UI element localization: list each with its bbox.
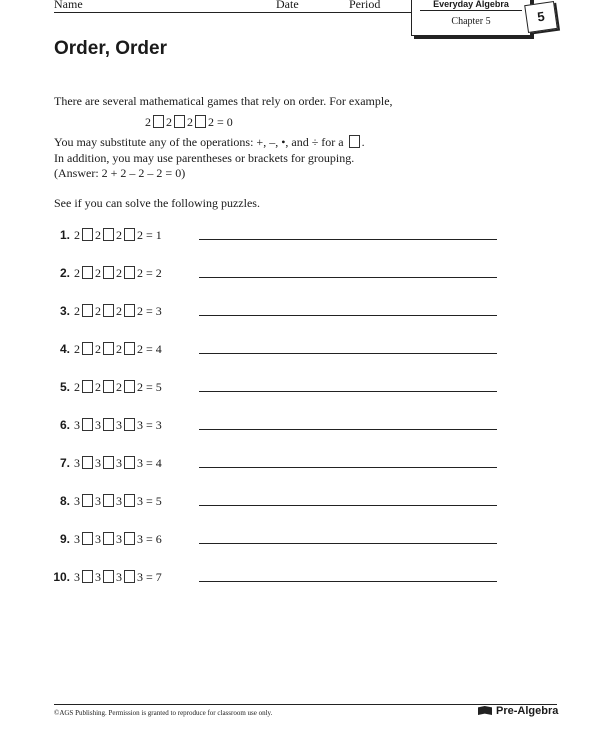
blank-box [103,380,114,393]
chapter-label: Chapter 5 [451,16,491,27]
blank-box [124,494,135,507]
answer-line[interactable] [199,315,497,316]
problem-item [44,380,162,395]
digit: 3 [74,418,80,432]
blank-box [103,304,114,317]
problem-item [44,342,162,357]
example-digit: 2 [145,115,151,129]
problem-number: 6. [59,418,70,432]
problem-item [44,532,162,547]
digit: 2 [95,342,101,356]
digit: 3 [116,456,122,470]
answer-line[interactable] [199,429,497,430]
blank-box [349,135,360,148]
blank-box [82,532,93,545]
answer-line[interactable] [199,543,497,544]
digit: 2 [116,380,122,394]
digit: 3 [116,532,122,546]
example-digit: 2 [187,115,193,129]
blank-box [82,228,93,241]
digit: 2 [74,304,80,318]
answer-line[interactable] [199,277,497,278]
digit: 3 [116,418,122,432]
digit: 2 [74,380,80,394]
answer-line[interactable] [199,353,497,354]
blank-box [82,266,93,279]
digit: 3 [74,494,80,508]
digit: 3 [116,494,122,508]
name-label: Name [54,0,83,11]
problem-number: 4. [59,342,70,356]
blank-box [82,570,93,583]
blank-box [82,342,93,355]
date-label: Date [276,0,299,11]
instructions-line-1 [54,135,365,150]
header-rule [54,12,412,13]
digit: 2 [95,228,101,242]
blank-box [103,532,114,545]
result: 2 = 3 [137,304,162,318]
problem-number: 2. [59,266,70,280]
digit: 2 [95,380,101,394]
instructions-period: . [361,135,365,149]
book-icon [478,706,492,715]
blank-box [124,532,135,545]
answer-line[interactable] [199,581,497,582]
blank-box [124,304,135,317]
result: 3 = 3 [137,418,162,432]
problem-number: 10. [53,570,70,584]
blank-box [195,115,206,128]
result: 2 = 1 [137,228,162,242]
blank-box [153,115,164,128]
blank-box [82,456,93,469]
problem-item [44,456,162,471]
answer-line[interactable] [199,391,497,392]
brand-name: Pre-Algebra [496,705,559,717]
digit: 3 [95,570,101,584]
result: 3 = 4 [137,456,162,470]
digit: 2 [116,228,122,242]
digit: 2 [116,304,122,318]
result: 2 = 4 [137,342,162,356]
brand-logo [478,705,558,717]
digit: 2 [74,266,80,280]
digit: 3 [95,418,101,432]
digit: 3 [95,494,101,508]
blank-box [124,342,135,355]
blank-box [124,266,135,279]
page-title: Order, Order [54,38,167,59]
worksheet-number-badge: 5 [524,1,558,33]
blank-box [82,494,93,507]
example-digit: 2 [166,115,172,129]
result: 3 = 5 [137,494,162,508]
result: 3 = 6 [137,532,162,546]
problem-item [44,266,162,281]
example-equation [145,115,233,130]
blank-box [103,342,114,355]
blank-box [174,115,185,128]
digit: 2 [74,228,80,242]
digit: 3 [74,456,80,470]
blank-box [103,418,114,431]
copyright-text: ©AGS Publishing. Permission is granted to reproduce for classroom use only. [54,709,273,717]
intro-text: There are several mathematical games that rely on order. For example, [54,94,393,108]
problem-number: 7. [59,456,70,470]
blank-box [82,418,93,431]
result: 2 = 5 [137,380,162,394]
blank-box [103,494,114,507]
problem-item [44,228,162,243]
instructions-line-3: (Answer: 2 + 2 – 2 – 2 = 0) [54,166,186,180]
blank-box [103,570,114,583]
answer-line[interactable] [199,467,497,468]
problem-number: 8. [59,494,70,508]
problem-item [44,418,162,433]
blank-box [103,456,114,469]
digit: 2 [95,304,101,318]
blank-box [103,266,114,279]
digit: 2 [116,266,122,280]
series-title: Everyday Algebra [433,0,509,9]
digit: 3 [74,570,80,584]
blank-box [103,228,114,241]
result: 2 = 2 [137,266,162,280]
blank-box [82,380,93,393]
problem-item [44,304,162,319]
blank-box [124,570,135,583]
tab-divider [420,10,522,11]
result: 3 = 7 [137,570,162,584]
puzzle-prompt: See if you can solve the following puzzles. [54,196,260,210]
instructions-line-2: In addition, you may use parentheses or brackets for grouping. [54,151,355,165]
digit: 3 [116,570,122,584]
chapter-tab [411,0,531,36]
period-label: Period [349,0,381,11]
problem-number: 9. [59,532,70,546]
digit: 2 [116,342,122,356]
answer-line[interactable] [199,505,497,506]
digit: 3 [95,532,101,546]
problem-number: 1. [59,228,70,242]
digit: 2 [74,342,80,356]
digit: 3 [95,456,101,470]
digit: 3 [74,532,80,546]
problem-item [44,570,162,585]
problem-number: 5. [59,380,70,394]
blank-box [124,228,135,241]
blank-box [82,304,93,317]
blank-box [124,456,135,469]
instructions-text: You may substitute any of the operations: +, –, •, and ÷ for a [54,135,344,149]
blank-box [124,418,135,431]
answer-line[interactable] [199,239,497,240]
blank-box [124,380,135,393]
digit: 2 [95,266,101,280]
problem-item [44,494,162,509]
example-result: 2 = 0 [208,115,233,129]
problem-number: 3. [59,304,70,318]
